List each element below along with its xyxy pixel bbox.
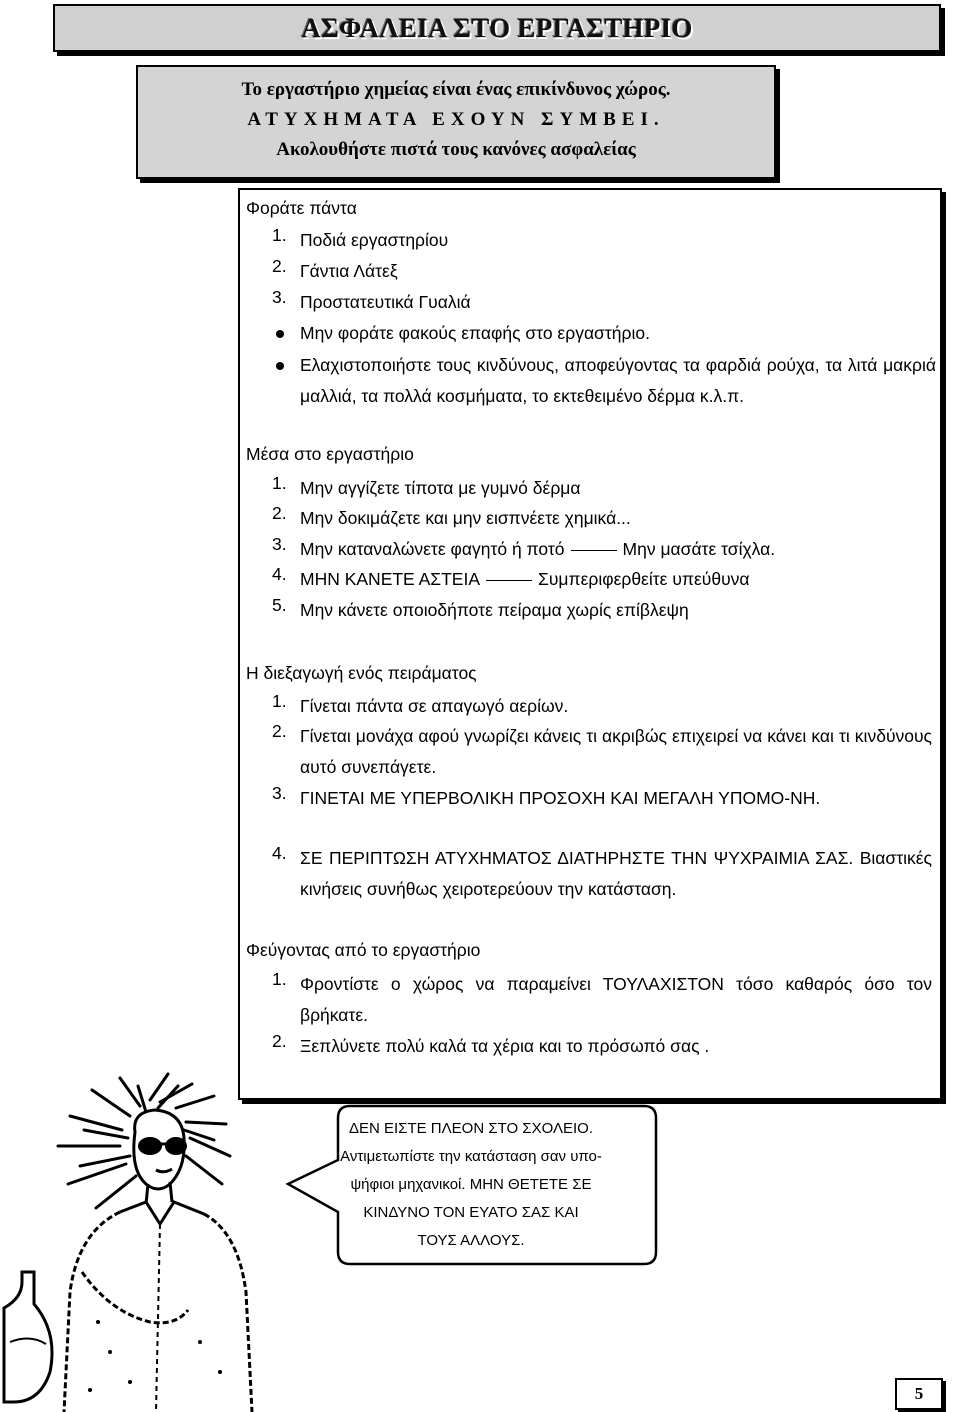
bullet-text: Ελαχιστοποιήστε τους κινδύνους, αποφεύγοντας τα φαρδιά ρούχα, τα λιτά μακριά μαλλιά, τα πολλά κοσμήματα, το εκτεθειμένο δέρμα κ.λ.π. [300, 355, 936, 406]
item-number: 2. [272, 1031, 287, 1051]
warning-line-1: Το εργαστήριο χημείας είναι ένας επικίνδυνος χώρος. [241, 79, 671, 100]
item-text: Ξεπλύνετε πολύ καλά τα χέρια και το πρόσωπό σας . [300, 1036, 710, 1056]
section-heading-wear: Φοράτε πάντα [246, 198, 357, 218]
section-heading-experiment: Η διεξαγωγή ενός πειράματος [246, 663, 477, 683]
item-number: 2. [272, 256, 287, 276]
page-number: 5 [895, 1378, 943, 1410]
rules-box [238, 188, 942, 1100]
item-text: Γίνεται πάντα σε απαγωγό αερίων. [300, 696, 569, 716]
item-number: 1. [272, 691, 287, 711]
item-number: 4. [272, 843, 287, 863]
item-text [300, 534, 932, 565]
item-number: 3. [272, 287, 287, 307]
scientist-cartoon-image [0, 1072, 310, 1412]
item-text-part: Μην καταναλώνετε φαγητό ή ποτό [300, 539, 565, 559]
em-dash [486, 580, 532, 582]
callout-line: ΚΙΝΔΥΝΟ ΤΟΝ ΕΥΑΤΟ ΣΑΣ ΚΑΙ [363, 1204, 579, 1221]
item-number: 2. [272, 503, 287, 523]
section-heading-inside: Μέσα στο εργαστήριο [246, 444, 414, 464]
item-text: Προστατευτικά Γυαλιά [300, 292, 471, 312]
item-text: ΓΙΝΕΤΑΙ ΜΕ ΥΠΕΡΒΟΛΙΚΗ ΠΡΟΣΟΧΗ ΚΑΙ ΜΕΓΑΛΗ ΥΠΟΜΟ-ΝΗ. [300, 788, 821, 808]
title-box [53, 4, 941, 52]
item-number: 3. [272, 783, 287, 803]
item-text: Μην δοκιμάζετε και μην εισπνέετε χημικά... [300, 508, 631, 528]
bullet-icon [276, 330, 284, 338]
speech-bubble-text [305, 1115, 637, 1255]
callout-line: Αντιμετωπίστε την κατάσταση σαν υπο- [340, 1148, 602, 1165]
item-text [300, 564, 932, 595]
item-text: Φροντίστε ο χώρος να παραμείνει ΤΟΥΛΑΧΙΣΤΟΝ τόσο καθαρός όσο τον βρήκατε. [300, 974, 932, 1025]
item-text: Ποδιά εργαστηρίου [300, 230, 449, 250]
item-text: Γίνεται μονάχα αφού γνωρίζει κάνεις τι ακριβώς επιχειρεί να κάνει και τι κινδύνους αυτό συνεπάγετε. [300, 726, 932, 777]
callout-line: ΔΕΝ ΕΙΣΤΕ ΠΛΕΟΝ ΣΤΟ ΣΧΟΛΕΙΟ. [348, 1120, 594, 1137]
item-text: Γάντια Λάτεξ [300, 261, 398, 281]
bullet-text: Μην φοράτε φακούς επαφής στο εργαστήριο. [300, 323, 650, 343]
item-text-part: ΜΗΝ ΚΑΝΕΤΕ ΑΣΤΕΙΑ [300, 569, 481, 589]
page-title: ΑΣΦΑΛΕΙΑ ΣΤΟ ΕΡΓΑΣΤΗΡΙΟ [301, 13, 693, 43]
warning-box [136, 65, 776, 179]
item-text-part: Μην μασάτε τσίχλα. [622, 539, 776, 559]
item-number: 2. [272, 721, 287, 741]
item-text: ΣΕ ΠΕΡΙΠΤΩΣΗ ΑΤΥΧΗΜΑΤΟΣ ΔΙΑΤΗΡΗΣΤΕ ΤΗΝ ΨΥΧΡΑΙΜΙΑ ΣΑΣ. Βιαστικές κινήσεις συνήθως χειροτερεύουν την κατάσταση. [300, 848, 932, 899]
item-number: 3. [272, 534, 287, 554]
item-number: 5. [272, 595, 287, 615]
warning-line-2: ΑΤΥΧΗΜΑΤΑ ΕΧΟΥΝ ΣΥΜΒΕΙ. [247, 109, 665, 130]
item-text-part: Συμπεριφερθείτε υπεύθυνα [538, 569, 750, 589]
item-number: 1. [272, 225, 287, 245]
item-number: 4. [272, 564, 287, 584]
item-text: Μην αγγίζετε τίποτα με γυμνό δέρμα [300, 478, 581, 498]
item-number: 1. [272, 969, 287, 989]
bullet-icon [276, 362, 284, 370]
warning-line-3: Ακολουθήστε πιστά τους κανόνες ασφαλείας [276, 139, 636, 160]
item-text: Μην κάνετε οποιοδήποτε πείραμα χωρίς επίβλεψη [300, 600, 689, 620]
em-dash [571, 550, 617, 552]
callout-line: ΤΟΥΣ ΑΛΛΟΥΣ. [417, 1232, 525, 1249]
item-number: 1. [272, 473, 287, 493]
callout-line: ψήφιοι μηχανικοί. ΜΗΝ ΘΕΤΕΤΕ ΣΕ [350, 1176, 592, 1193]
section-heading-leaving: Φεύγοντας από το εργαστήριο [246, 940, 481, 960]
